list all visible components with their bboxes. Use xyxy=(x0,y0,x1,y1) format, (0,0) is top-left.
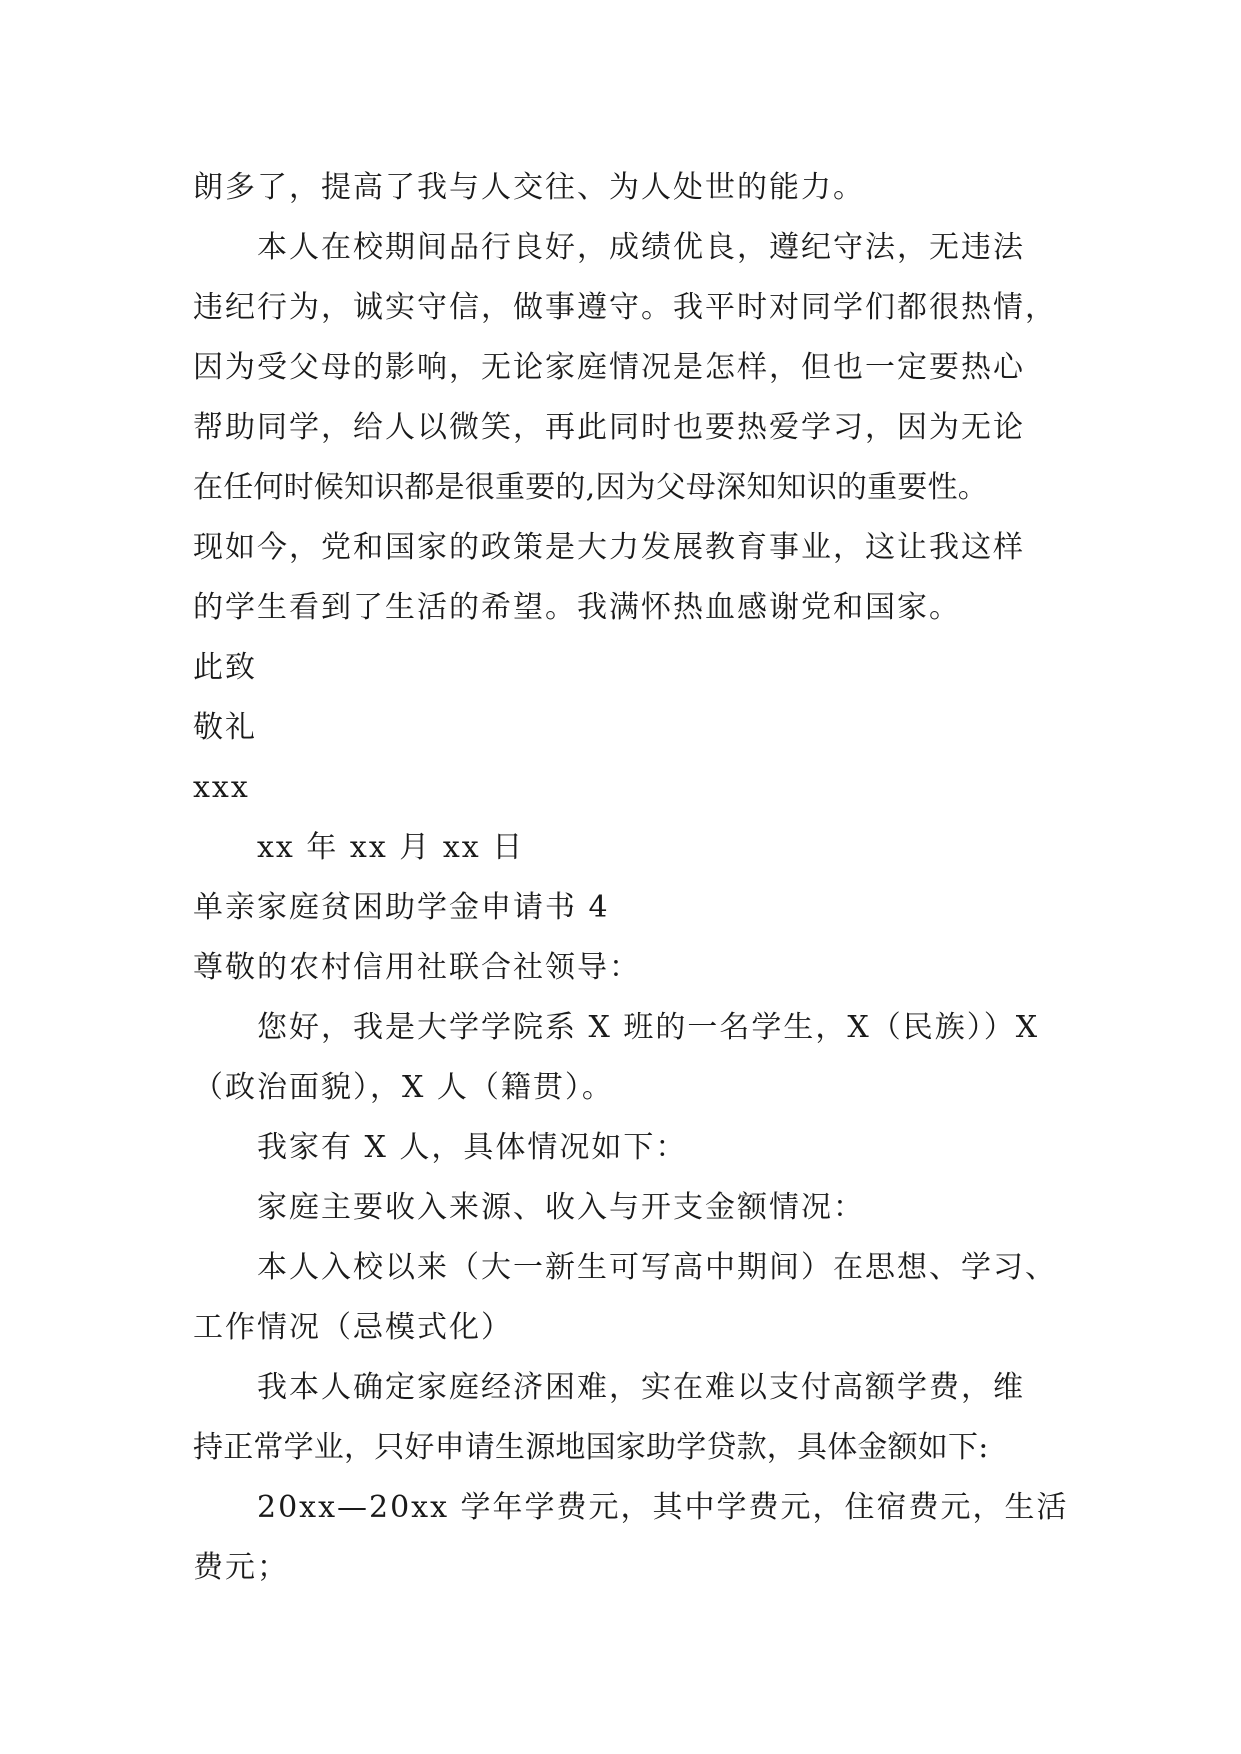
text-line: 家庭主要收入来源、收入与开支金额情况： xyxy=(257,1190,865,1225)
salutation: 尊敬的农村信用社联合社领导： xyxy=(193,950,641,985)
text-line: （政治面貌），X 人（籍贯）。 xyxy=(193,1070,614,1105)
text-line: 的学生看到了生活的希望。我满怀热血感谢党和国家。 xyxy=(193,590,961,625)
text-line: 您好，我是大学学院系 X 班的一名学生，X（民族））X xyxy=(257,1010,1040,1045)
section-title: 单亲家庭贫困助学金申请书 4 xyxy=(193,890,610,925)
text-line: 20xx—20xx 学年学费元，其中学费元，住宿费元，生活 xyxy=(257,1490,1069,1525)
text-line: 因为受父母的影响，无论家庭情况是怎样，但也一定要热心 xyxy=(193,350,1025,385)
date-line: xx 年 xx 月 xx 日 xyxy=(257,830,525,865)
text-line: 违纪行为，诚实守信，做事遵守。我平时对同学们都很热情， xyxy=(193,290,1057,325)
text-line: 费元； xyxy=(193,1550,289,1585)
closing-line: 此致 xyxy=(193,650,257,685)
signature: xxx xyxy=(193,770,250,805)
text-line: 我家有 X 人，具体情况如下： xyxy=(257,1130,688,1165)
text-line: 朗多了，提高了我与人交往、为人处世的能力。 xyxy=(193,170,865,205)
text-line: 本人入校以来（大一新生可写高中期间）在思想、学习、 xyxy=(257,1250,1057,1285)
text-line: 工作情况（忌模式化） xyxy=(193,1310,513,1345)
closing-salutation: 敬礼 xyxy=(193,710,257,745)
text-line: 在任何时候知识都是很重要的,因为父母深知知识的重要性。 xyxy=(193,470,988,505)
text-line: 我本人确定家庭经济困难，实在难以支付高额学费，维 xyxy=(257,1370,1025,1405)
document-body xyxy=(193,158,1069,1598)
text-line: 帮助同学，给人以微笑，再此同时也要热爱学习，因为无论 xyxy=(193,410,1025,445)
text-line: 现如今，党和国家的政策是大力发展教育事业，这让我这样 xyxy=(193,530,1025,565)
text-line: 本人在校期间品行良好，成绩优良，遵纪守法，无违法 xyxy=(257,230,1025,265)
text-line: 持正常学业，只好申请生源地国家助学贷款，具体金额如下: xyxy=(193,1430,989,1465)
